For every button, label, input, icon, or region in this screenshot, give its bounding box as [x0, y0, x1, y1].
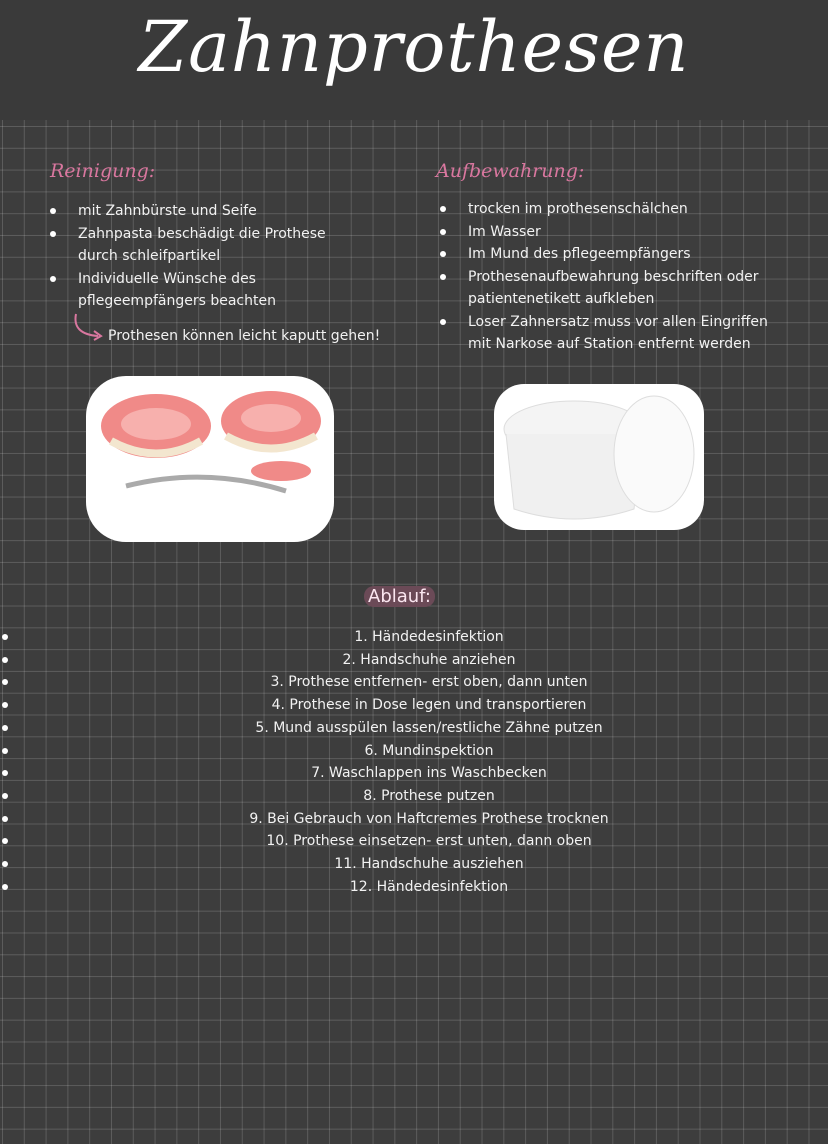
ablauf-heading: Ablauf: — [364, 586, 435, 607]
step-item: 9. Bei Gebrauch von Haftcremes Prothese trocknen — [0, 808, 828, 831]
step-item: 2. Handschuhe anziehen — [0, 649, 828, 672]
list-item: Loser Zahnersatz muss vor allen Eingriffen mit Narkose auf Station entfernt werden — [438, 311, 788, 356]
step-item: 7. Waschlappen ins Waschbecken — [0, 762, 828, 785]
list-item: Im Wasser — [438, 221, 788, 244]
page-title: Zahnprothesen — [138, 6, 690, 88]
step-item: 10. Prothese einsetzen- erst unten, dann oben — [0, 830, 828, 853]
step-item: 12. Händedesinfektion — [0, 876, 828, 899]
denture-box-image — [494, 384, 704, 530]
warning-note: Prothesen können leicht kaputt gehen! — [108, 328, 381, 344]
step-item: 4. Prothese in Dose legen und transportieren — [0, 694, 828, 717]
step-item: 5. Mund ausspülen lassen/restliche Zähne putzen — [0, 717, 828, 740]
header — [0, 0, 828, 120]
list-item: Im Mund des pflegeempfängers — [438, 243, 788, 266]
reinigung-list — [48, 200, 388, 313]
aufbewahrung-heading: Aufbewahrung: — [436, 160, 585, 182]
list-item: mit Zahnbürste und Seife — [48, 200, 388, 223]
list-item: Zahnpasta beschädigt die Prothese durch schleifpartikel — [48, 223, 338, 268]
list-item: Individuelle Wünsche des pflegeempfängers beachten — [48, 268, 288, 313]
step-item: 6. Mundinspektion — [0, 740, 828, 763]
list-item: Prothesenaufbewahrung beschriften oder patientenetikett aufkleben — [438, 266, 788, 311]
arrow-icon — [70, 312, 106, 342]
aufbewahrung-list — [438, 198, 788, 356]
ablauf-steps — [0, 626, 828, 898]
reinigung-heading: Reinigung: — [50, 160, 156, 182]
step-item: 3. Prothese entfernen- erst oben, dann unten — [0, 671, 828, 694]
list-item: trocken im prothesenschälchen — [438, 198, 788, 221]
dentures-image — [86, 376, 334, 542]
step-item: 1. Händedesinfektion — [0, 626, 828, 649]
step-item: 8. Prothese putzen — [0, 785, 828, 808]
step-item: 11. Handschuhe ausziehen — [0, 853, 828, 876]
